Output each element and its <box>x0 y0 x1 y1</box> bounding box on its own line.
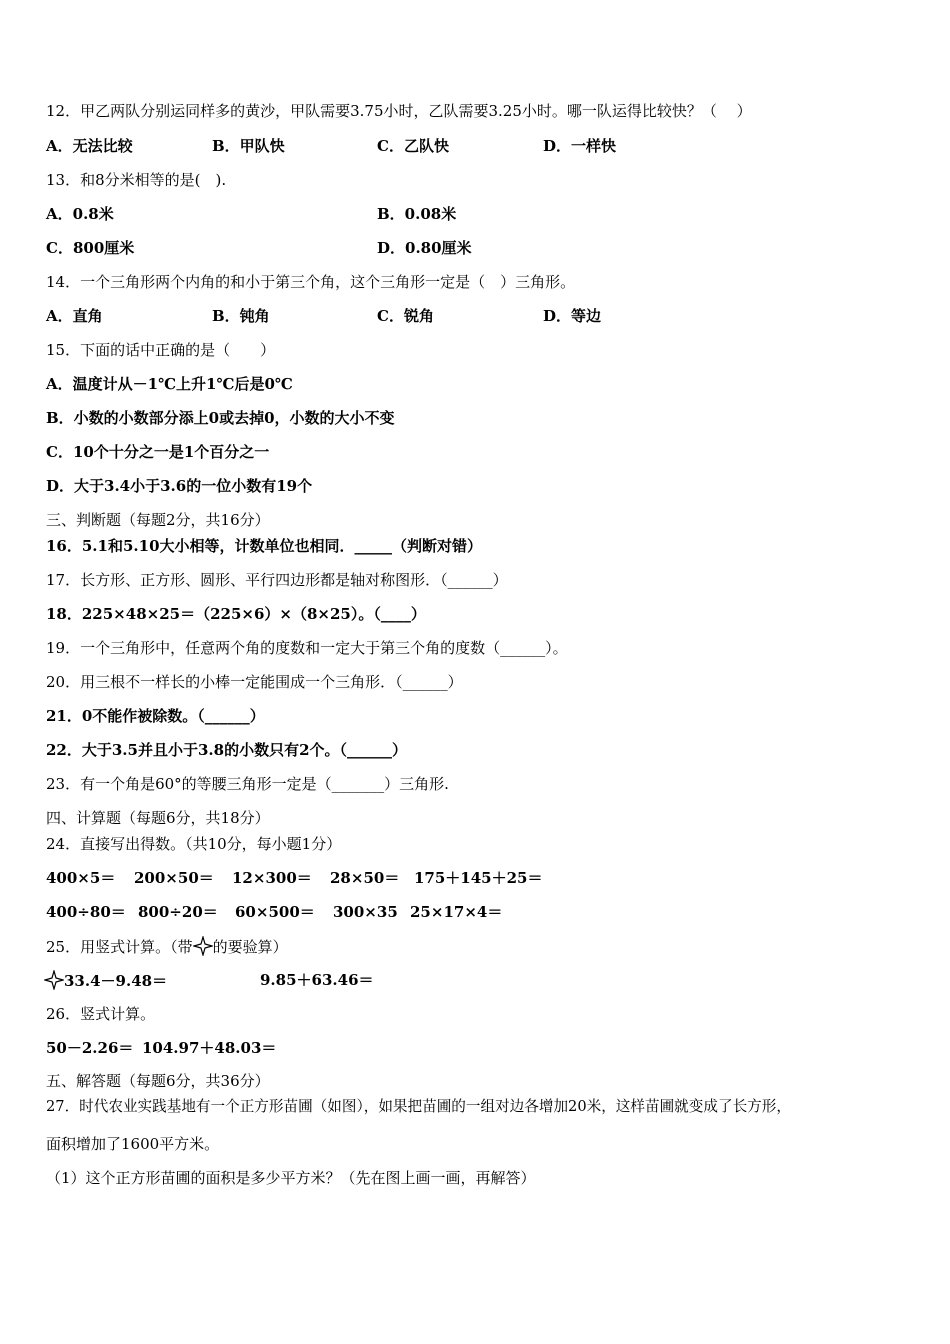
question-24-stem: 24．直接写出得数。（共10分，每小题1分） <box>46 835 342 853</box>
section-5-heading: 五、解答题（每题6分，共36分） <box>46 1072 270 1090</box>
q13-option-d: D．0.80厘米 <box>377 239 472 257</box>
four-point-star-icon <box>193 936 213 956</box>
q26-expr-1: 50－2.26＝ <box>46 1039 134 1057</box>
q12-option-d: D．一样快 <box>543 137 617 155</box>
question-26-stem: 26．竖式计算。 <box>46 1005 156 1023</box>
calc-item: 800÷20＝ <box>138 903 218 921</box>
q12-option-b: B．甲队快 <box>212 137 285 155</box>
question-17: 17．长方形、正方形、圆形、平行四边形都是轴对称图形．（______） <box>46 571 508 589</box>
calc-item: 200×50＝ <box>134 869 214 887</box>
q12-option-a: A．无法比较 <box>46 137 133 155</box>
calc-item: 12×300＝ <box>232 869 312 887</box>
q25-expr-1-text: 33.4－9.48＝ <box>64 972 168 990</box>
q25-expr-1 <box>44 970 167 991</box>
question-27-line-1: 27．时代农业实践基地有一个正方形苗圃（如图），如果把苗圃的一组对边各增加20米，这样苗圃就变成了长方形， <box>46 1098 791 1115</box>
question-16: 16．5.1和5.10大小相等，计数单位也相同．_____（判断对错） <box>46 537 483 555</box>
q15-option-d: D．大于3.4小于3.6的一位小数有19个 <box>46 477 313 495</box>
question-21: 21．0不能作被除数。（______） <box>46 707 265 725</box>
q14-option-b: B．钝角 <box>212 307 270 325</box>
calc-item: 300×35 <box>333 903 398 921</box>
question-27-line-2: 面积增加了1600平方米。 <box>46 1135 220 1153</box>
q13-option-c: C．800厘米 <box>46 239 135 257</box>
question-18: 18．225×48×25＝（225×6）×（8×25）。（____） <box>46 605 426 623</box>
calc-item: 25×17×4＝ <box>410 903 503 921</box>
q15-option-c: C．10个十分之一是1个百分之一 <box>46 443 270 461</box>
calc-item: 28×50＝ <box>330 869 400 887</box>
calc-item: 60×500＝ <box>235 903 315 921</box>
question-23: 23．有一个角是60°的等腰三角形一定是（_______）三角形. <box>46 775 449 793</box>
question-22: 22．大于3.5并且小于3.8的小数只有2个。（______） <box>46 741 408 759</box>
calc-item: 400×5＝ <box>46 869 116 887</box>
section-4-heading: 四、计算题（每题6分，共18分） <box>46 809 270 827</box>
q25-stem-after: 的要验算） <box>212 938 288 956</box>
calc-item: 175＋145＋25＝ <box>414 869 543 887</box>
question-27-sub-1: （1）这个正方形苗圃的面积是多少平方米？（先在图上画一画，再解答） <box>46 1169 536 1187</box>
question-12-stem: 12．甲乙两队分别运同样多的黄沙，甲队需要3.75小时，乙队需要3.25小时。哪一队运得比较快？（ ） <box>46 102 752 120</box>
q14-option-c: C．锐角 <box>377 307 434 325</box>
q13-option-b: B．0.08米 <box>377 205 457 223</box>
q26-expr-2: 104.97＋48.03＝ <box>142 1039 277 1057</box>
q13-option-a: A．0.8米 <box>46 205 114 223</box>
question-13-stem: 13．和8分米相等的是( ). <box>46 171 227 189</box>
q15-option-a: A．温度计从－1℃上升1℃后是0℃ <box>46 375 293 393</box>
question-19: 19．一个三角形中，任意两个角的度数和一定大于第三个角的度数（______）。 <box>46 639 568 657</box>
question-15-stem: 15．下面的话中正确的是（ ） <box>46 341 276 359</box>
q14-option-d: D．等边 <box>543 307 602 325</box>
q12-option-c: C．乙队快 <box>377 137 449 155</box>
question-20: 20．用三根不一样长的小棒一定能围成一个三角形．（______） <box>46 673 463 691</box>
calc-item: 400÷80＝ <box>46 903 126 921</box>
q14-option-a: A．直角 <box>46 307 103 325</box>
question-14-stem: 14．一个三角形两个内角的和小于第三个角，这个三角形一定是（ ）三角形。 <box>46 273 576 291</box>
q25-expr-2: 9.85＋63.46＝ <box>260 971 374 989</box>
section-3-heading: 三、判断题（每题2分，共16分） <box>46 511 270 529</box>
q15-option-b: B．小数的小数部分添上0或去掉0，小数的大小不变 <box>46 409 395 427</box>
four-point-star-icon <box>44 970 64 990</box>
question-25-stem <box>46 936 288 957</box>
q25-stem-before: 25．用竖式计算。（带 <box>46 938 193 956</box>
